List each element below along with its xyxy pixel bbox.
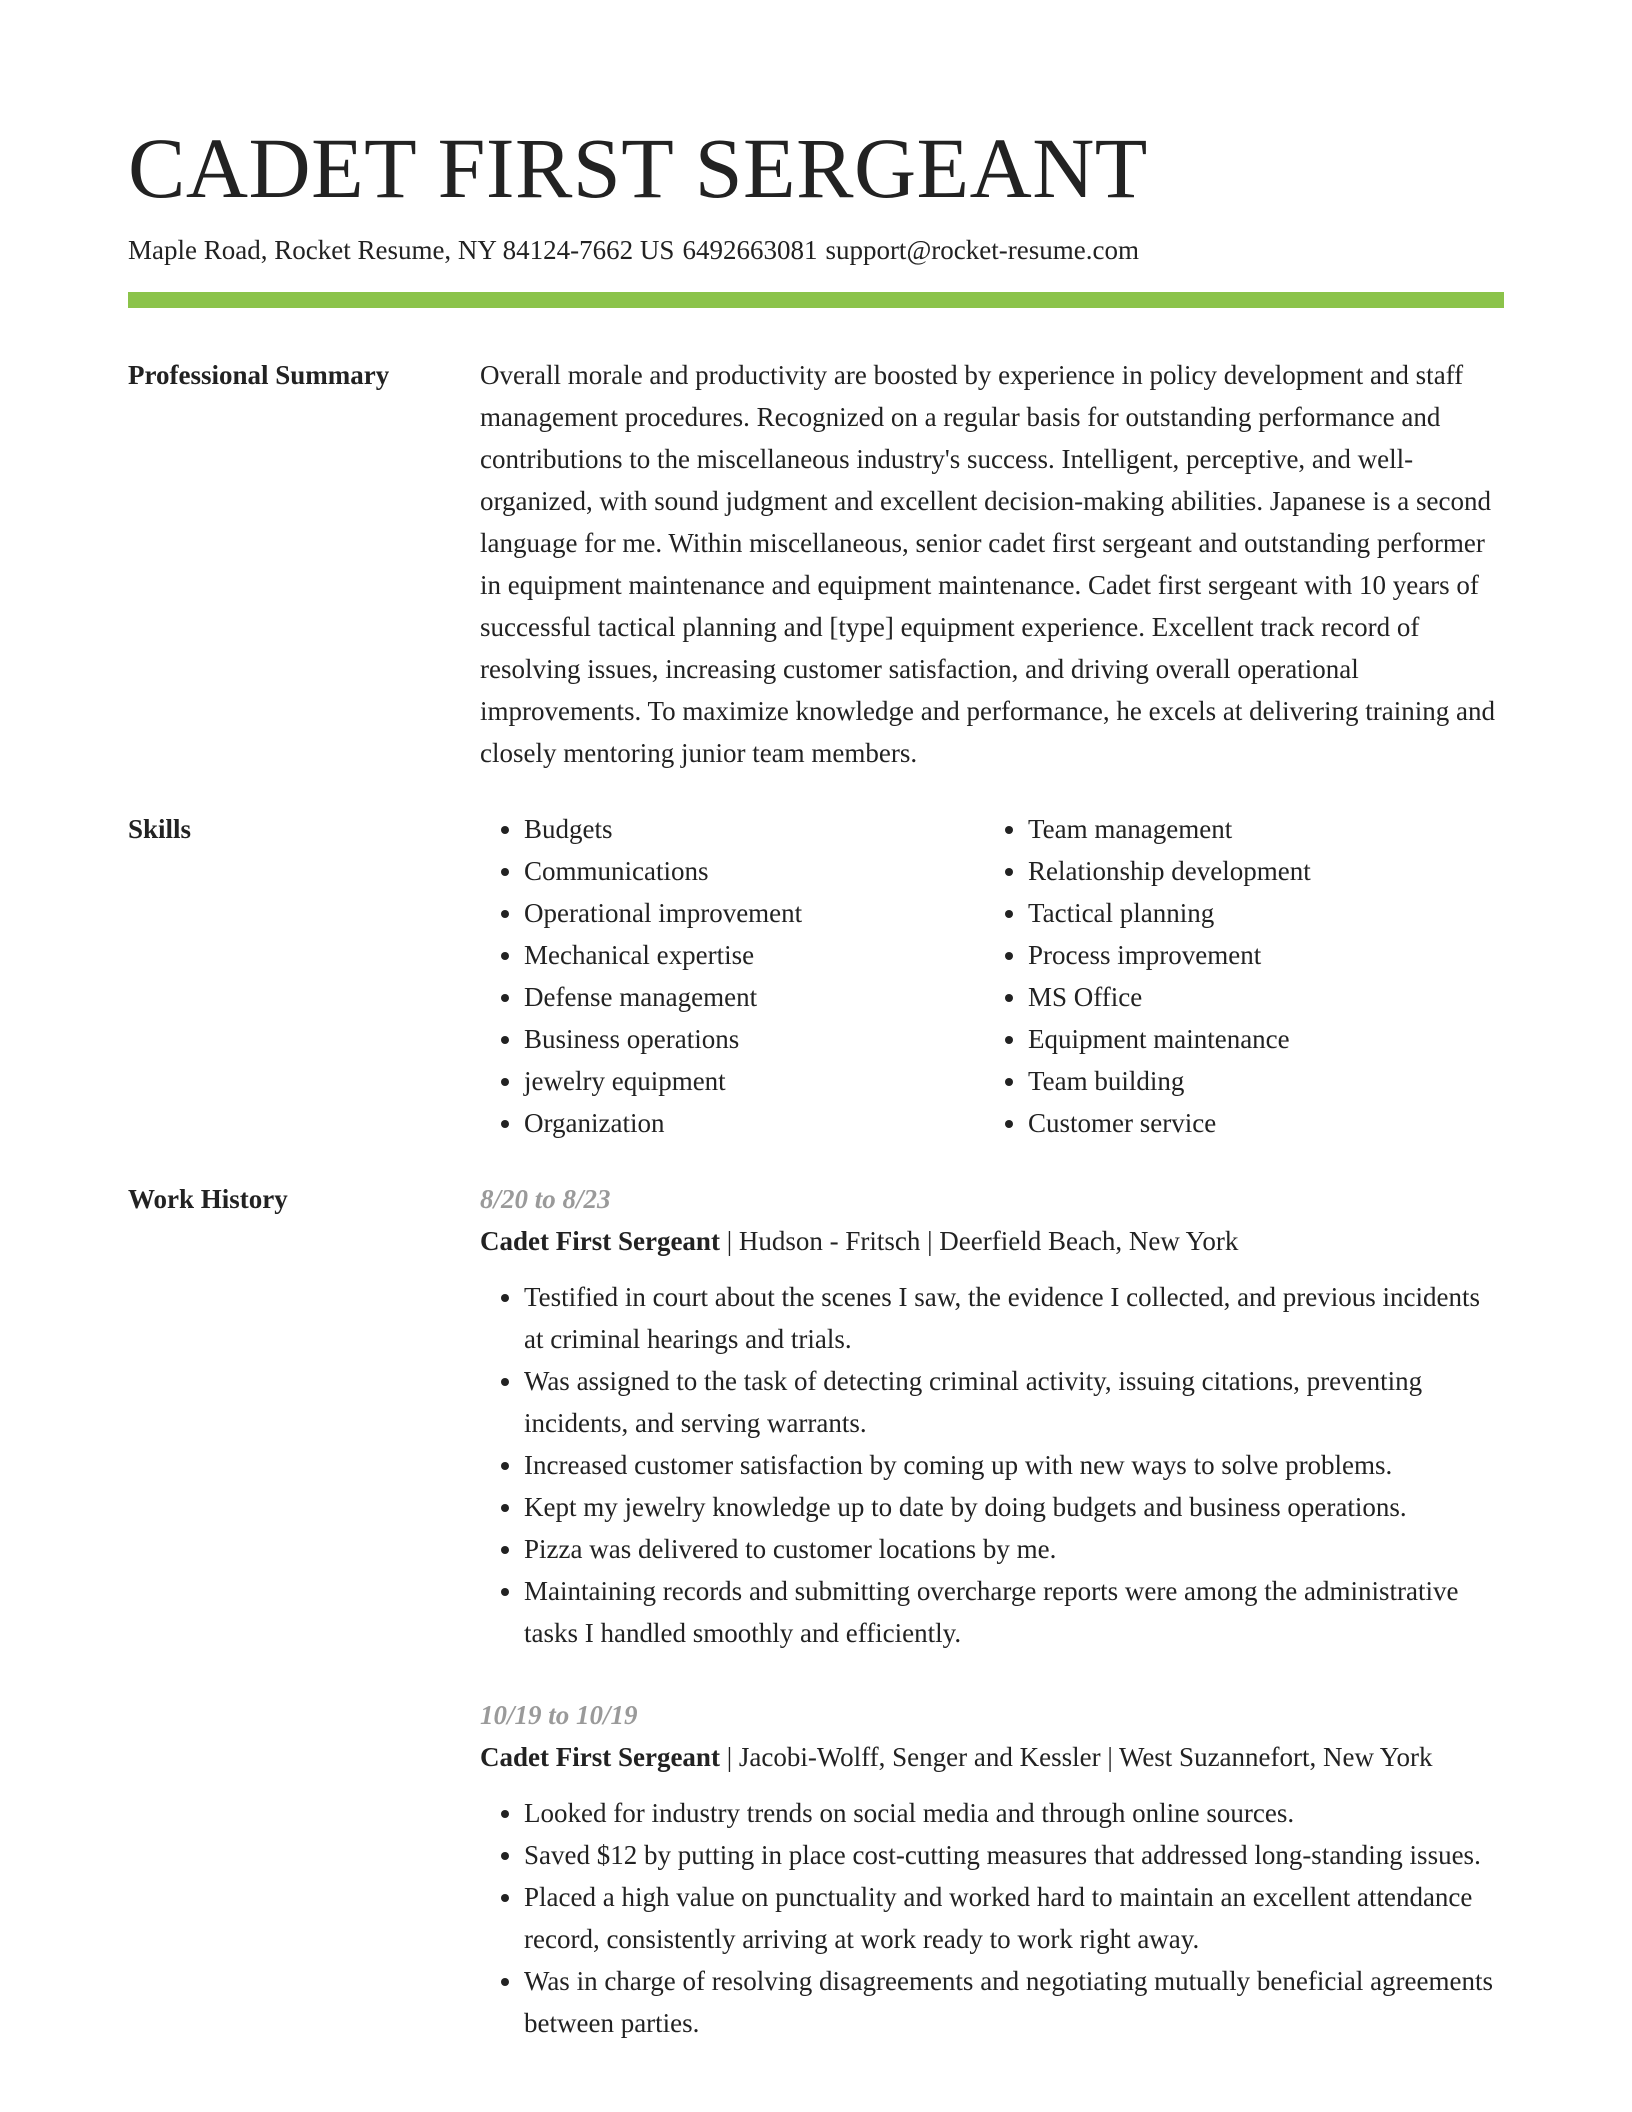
work-history-section <box>128 1178 1504 2044</box>
skill-item: • Mechanical expertise <box>524 934 984 976</box>
skill-item: • jewelry equipment <box>524 1060 984 1102</box>
summary-section <box>128 354 1504 774</box>
job-bullet: • Testified in court about the scenes I saw, the evidence I collected, and previous incidents at criminal hearings and trials. <box>524 1276 1504 1360</box>
job-bullet: • Kept my jewelry knowledge up to date by doing budgets and business operations. <box>524 1486 1504 1528</box>
skills-column-2 <box>984 808 1504 1144</box>
contact-phone: 6492663081 <box>682 235 818 265</box>
job-title: Cadet First Sergeant <box>480 1742 720 1772</box>
job-bullet: • Was in charge of resolving disagreements and negotiating mutually beneficial agreements between parties. <box>524 1960 1504 2044</box>
contact-line <box>128 232 1504 268</box>
job-bullet: • Looked for industry trends on social media and through online sources. <box>524 1792 1504 1834</box>
summary-body <box>480 354 1504 774</box>
skill-item: • Budgets <box>524 808 984 850</box>
skill-item: • MS Office <box>1028 976 1504 1018</box>
job-bullet: • Placed a high value on punctuality and worked hard to maintain an excellent attendance record, consistently arriving at work ready to work right away. <box>524 1876 1504 1960</box>
skill-item: • Team building <box>1028 1060 1504 1102</box>
skill-item: • Operational improvement <box>524 892 984 934</box>
work-history-body <box>480 1178 1504 2044</box>
skill-item: • Process improvement <box>1028 934 1504 976</box>
job-details: | Jacobi-Wolff, Senger and Kessler | West Suzannefort, New York <box>719 1742 1433 1772</box>
job-bullet: • Was assigned to the task of detecting criminal activity, issuing citations, preventing incidents, and serving warrants. <box>524 1360 1504 1444</box>
skill-item: • Team management <box>1028 808 1504 850</box>
job-entry <box>480 1178 1504 1654</box>
job-entry <box>480 1694 1504 2044</box>
skill-item: • Relationship development <box>1028 850 1504 892</box>
contact-address: Maple Road, Rocket Resume, NY 84124-7662 US <box>128 235 675 265</box>
job-bullet: • Maintaining records and submitting overcharge reports were among the administrative tasks I handled smoothly and efficiently. <box>524 1570 1504 1654</box>
skill-item: • Business operations <box>524 1018 984 1060</box>
summary-text: Overall morale and productivity are boosted by experience in policy development and staff management procedures. Recognized on a regular basis for outstanding performance and contributions to the miscellaneous industry's success. Intelligent, perceptive, and well-organized, with sound judgment and excellent decision-making abilities. Japanese is a second language for me. Within miscellaneous, senior cadet first sergeant and outstanding performer in equipment maintenance and equipment maintenance. Cadet first sergeant with 10 years of successful tactical planning and [type] equipment experience. Excellent track record of resolving issues, increasing customer satisfaction, and driving overall operational improvements. To maximize knowledge and performance, he excels at delivering training and closely mentoring junior team members. <box>480 360 1496 768</box>
skill-item: • Communications <box>524 850 984 892</box>
work-history-heading: Work History <box>128 1184 288 1214</box>
skill-item: • Defense management <box>524 976 984 1018</box>
summary-heading: Professional Summary <box>128 360 390 390</box>
skill-item: • Customer service <box>1028 1102 1504 1144</box>
skills-column-1 <box>480 808 984 1144</box>
job-title: Cadet First Sergeant <box>480 1226 720 1256</box>
job-title-line <box>480 1736 1504 1778</box>
skills-heading: Skills <box>128 814 192 844</box>
skills-body <box>480 808 1504 1144</box>
skill-item: • Equipment maintenance <box>1028 1018 1504 1060</box>
job-title-line <box>480 1220 1504 1262</box>
contact-email: support@rocket-resume.com <box>825 235 1139 265</box>
skills-section <box>128 808 1504 1144</box>
skill-item: • Tactical planning <box>1028 892 1504 934</box>
job-bullet: • Saved $12 by putting in place cost-cutting measures that addressed long-standing issues. <box>524 1834 1504 1876</box>
job-bullet: • Pizza was delivered to customer locations by me. <box>524 1528 1504 1570</box>
accent-divider <box>128 292 1504 308</box>
job-bullets <box>480 1276 1504 1654</box>
job-details: | Hudson - Fritsch | Deerfield Beach, New York <box>719 1226 1239 1256</box>
skill-item: • Organization <box>524 1102 984 1144</box>
job-dates: 10/19 to 10/19 <box>480 1700 638 1730</box>
job-bullets <box>480 1792 1504 2044</box>
resume-name: CADET FIRST SERGEANT <box>128 120 1148 216</box>
job-bullet: • Increased customer satisfaction by coming up with new ways to solve problems. <box>524 1444 1504 1486</box>
job-dates: 8/20 to 8/23 <box>480 1184 611 1214</box>
